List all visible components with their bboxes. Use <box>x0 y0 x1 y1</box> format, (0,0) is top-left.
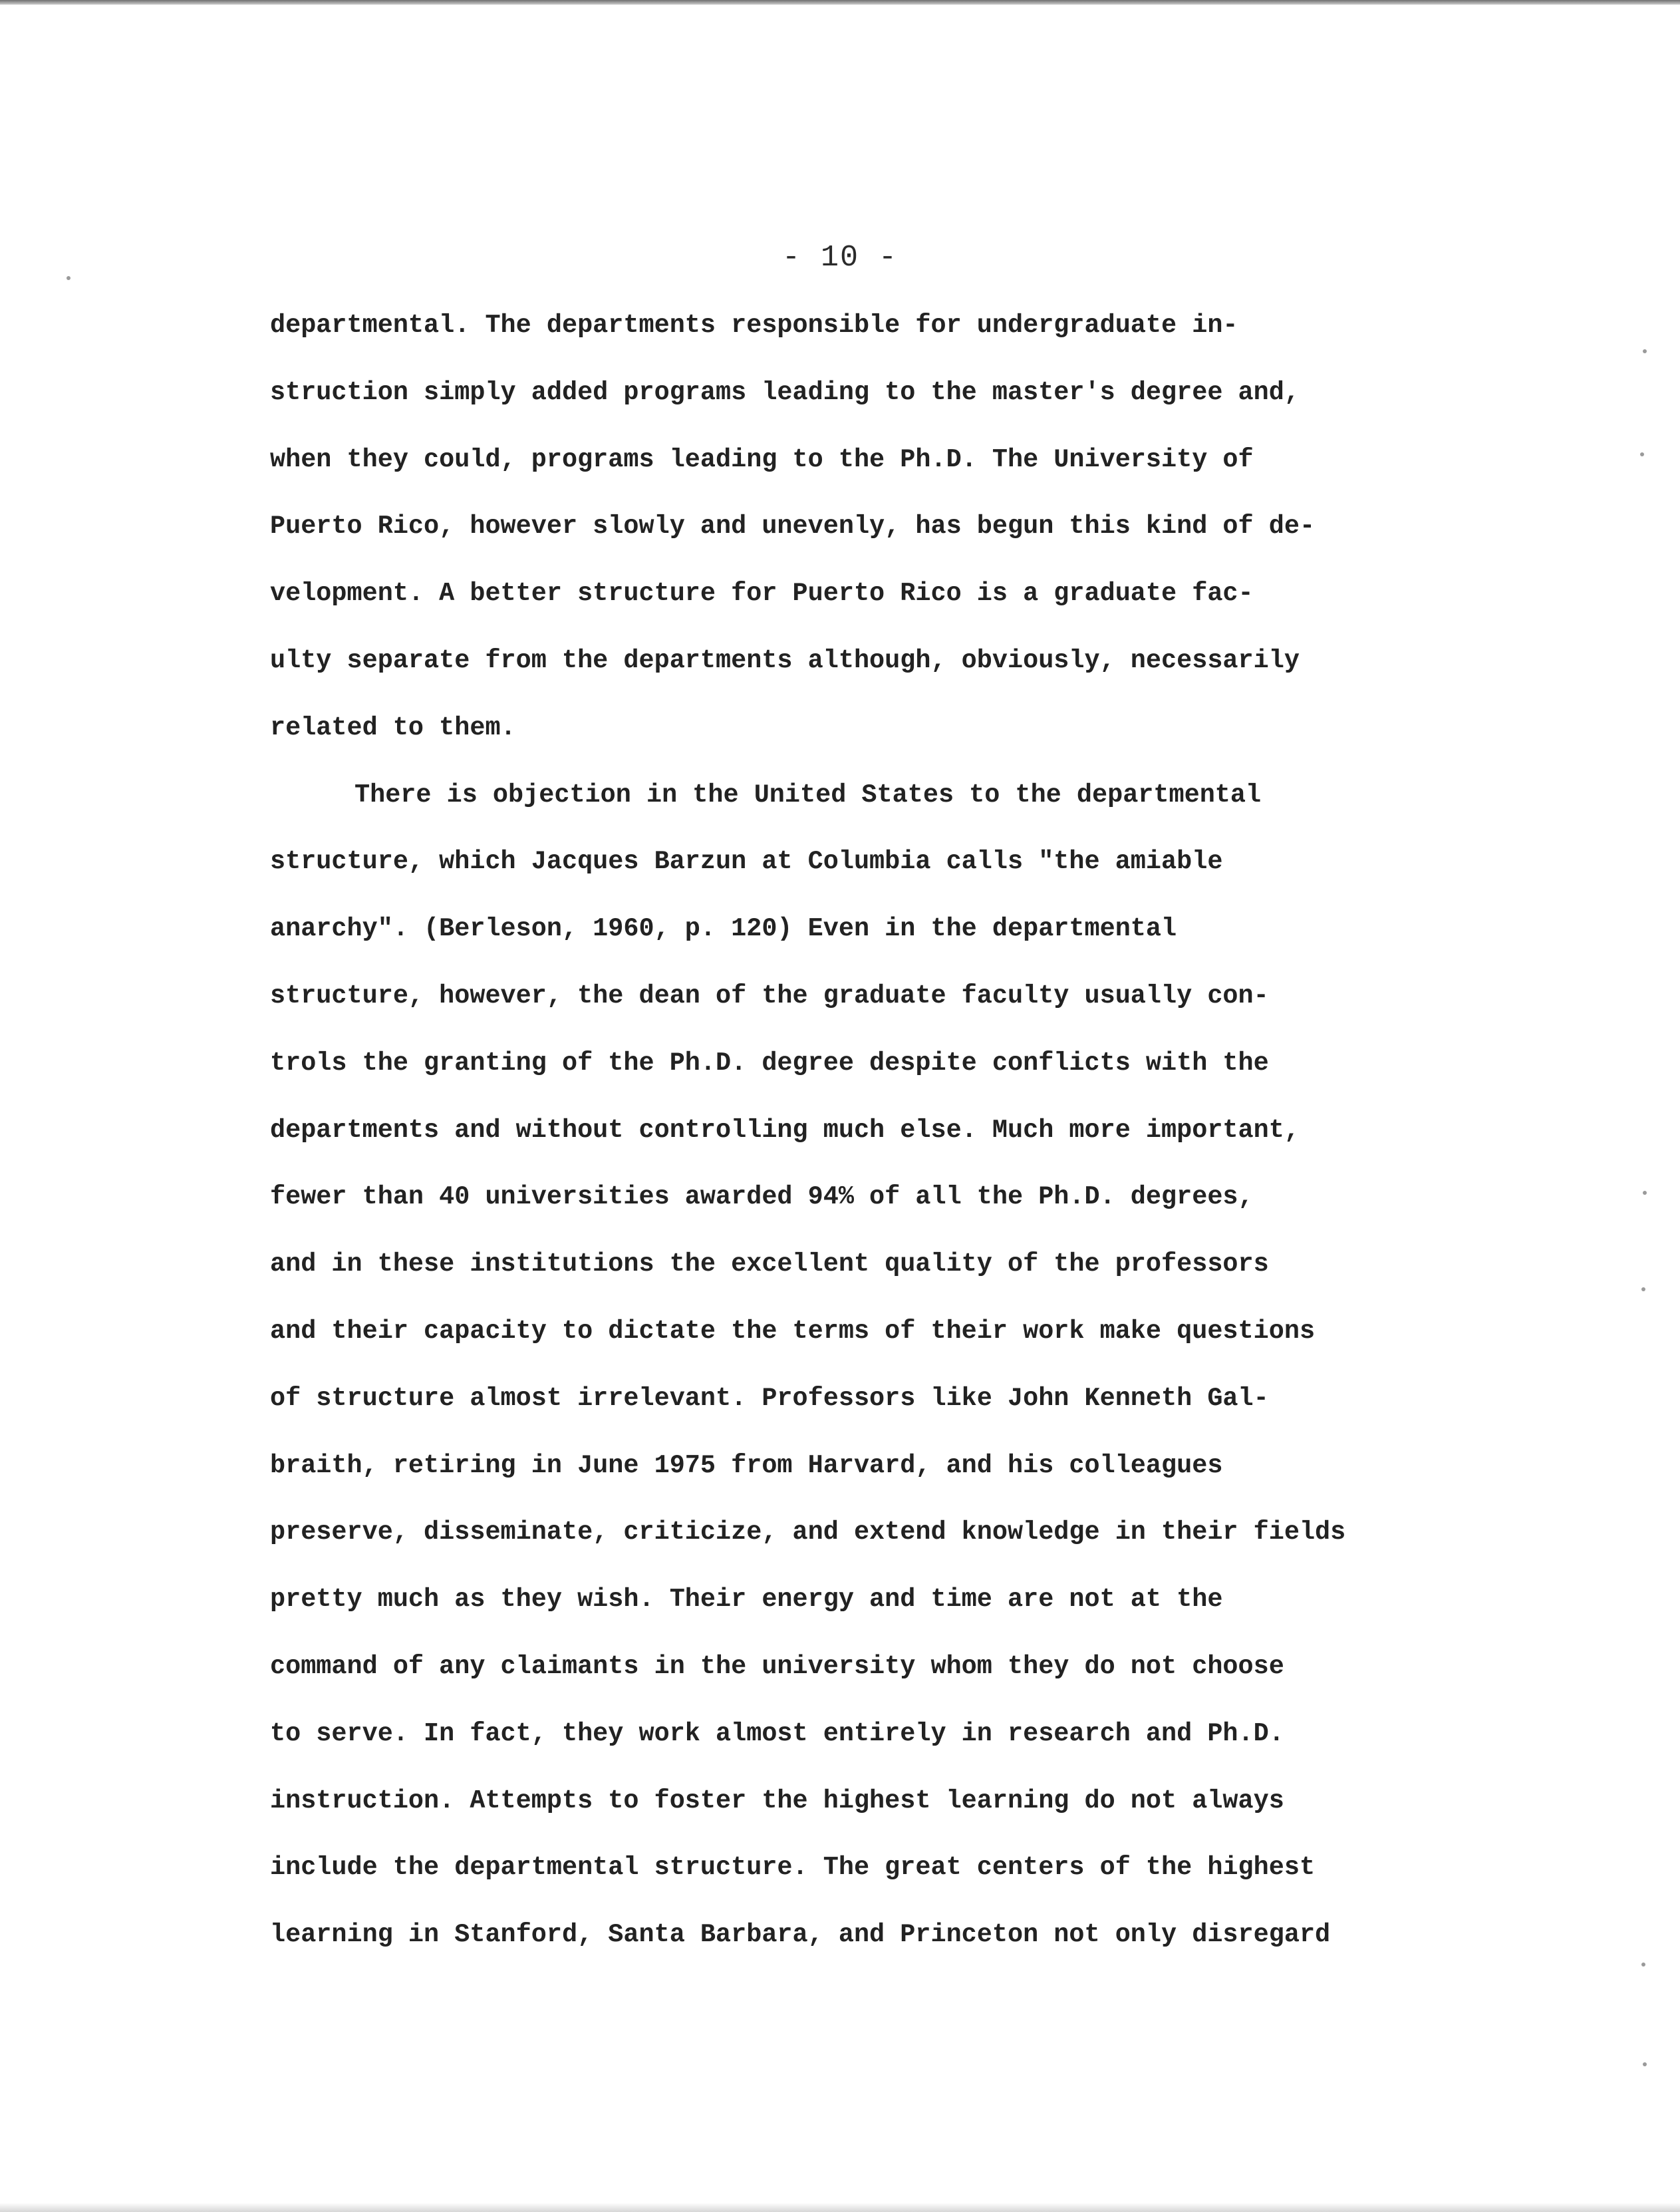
scan-speck <box>1643 349 1647 353</box>
text-line: structure, which Jacques Barzun at Columbia calls "the amiable <box>270 847 1223 877</box>
text-line: when they could, programs leading to the Ph.D. The University of <box>270 444 1254 474</box>
text-line: of structure almost irrelevant. Professors like John Kenneth Gal- <box>270 1383 1269 1413</box>
text-line: departments and without controlling much else. Much more important, <box>270 1115 1300 1145</box>
scan-speck <box>1643 2062 1647 2066</box>
text-line: pretty much as they wish. Their energy and time are not at the <box>270 1585 1223 1615</box>
text-line: command of any claimants in the university whom they do not choose <box>270 1651 1284 1681</box>
text-line: Puerto Rico, however slowly and unevenly, has begun this kind of de- <box>270 512 1316 542</box>
text-line: related to them. <box>270 712 516 742</box>
scan-speck <box>1641 1287 1645 1291</box>
page-number: - 10 - <box>781 241 899 275</box>
text-line: and in these institutions the excellent quality of the professors <box>270 1249 1269 1279</box>
text-line: departmental. The departments responsible for undergraduate in- <box>270 311 1238 340</box>
text-line: velopment. A better structure for Puerto Rico is a graduate fac- <box>270 579 1254 609</box>
text-line: to serve. In fact, they work almost entirely in research and Ph.D. <box>270 1718 1284 1748</box>
text-line: preserve, disseminate, criticize, and extend knowledge in their fields <box>270 1517 1346 1547</box>
text-line: anarchy". (Berleson, 1960, p. 120) Even in the departmental <box>270 914 1177 944</box>
text-line: learning in Stanford, Santa Barbara, and Princeton not only disregard <box>270 1920 1331 1950</box>
scan-speck <box>1643 1191 1647 1195</box>
document-body <box>270 301 1441 1977</box>
text-line: trols the granting of the Ph.D. degree despite conflicts with the <box>270 1048 1269 1078</box>
text-line: fewer than 40 universities awarded 94% of all the Ph.D. degrees, <box>270 1182 1254 1212</box>
text-line: and their capacity to dictate the terms of their work make questions <box>270 1316 1316 1346</box>
text-line: ulty separate from the departments although, obviously, necessarily <box>270 645 1300 675</box>
scan-top-edge <box>0 0 1680 5</box>
scan-speck <box>1641 1963 1645 1967</box>
text-line: include the departmental structure. The great centers of the highest <box>270 1853 1316 1883</box>
text-line: structure, however, the dean of the graduate faculty usually con- <box>270 981 1269 1011</box>
scan-bottom-edge <box>0 2203 1680 2212</box>
paragraph-2 <box>270 770 1441 1977</box>
text-line: instruction. Attempts to foster the highest learning do not always <box>270 1786 1284 1816</box>
paragraph-1 <box>270 301 1441 770</box>
scan-speck <box>67 276 70 280</box>
text-line: struction simply added programs leading to the master's degree and, <box>270 377 1300 407</box>
text-line-indented: There is objection in the United States to the departmental <box>354 780 1262 810</box>
scan-speck <box>1640 452 1644 456</box>
text-line: braith, retiring in June 1975 from Harvard, and his colleagues <box>270 1450 1223 1480</box>
